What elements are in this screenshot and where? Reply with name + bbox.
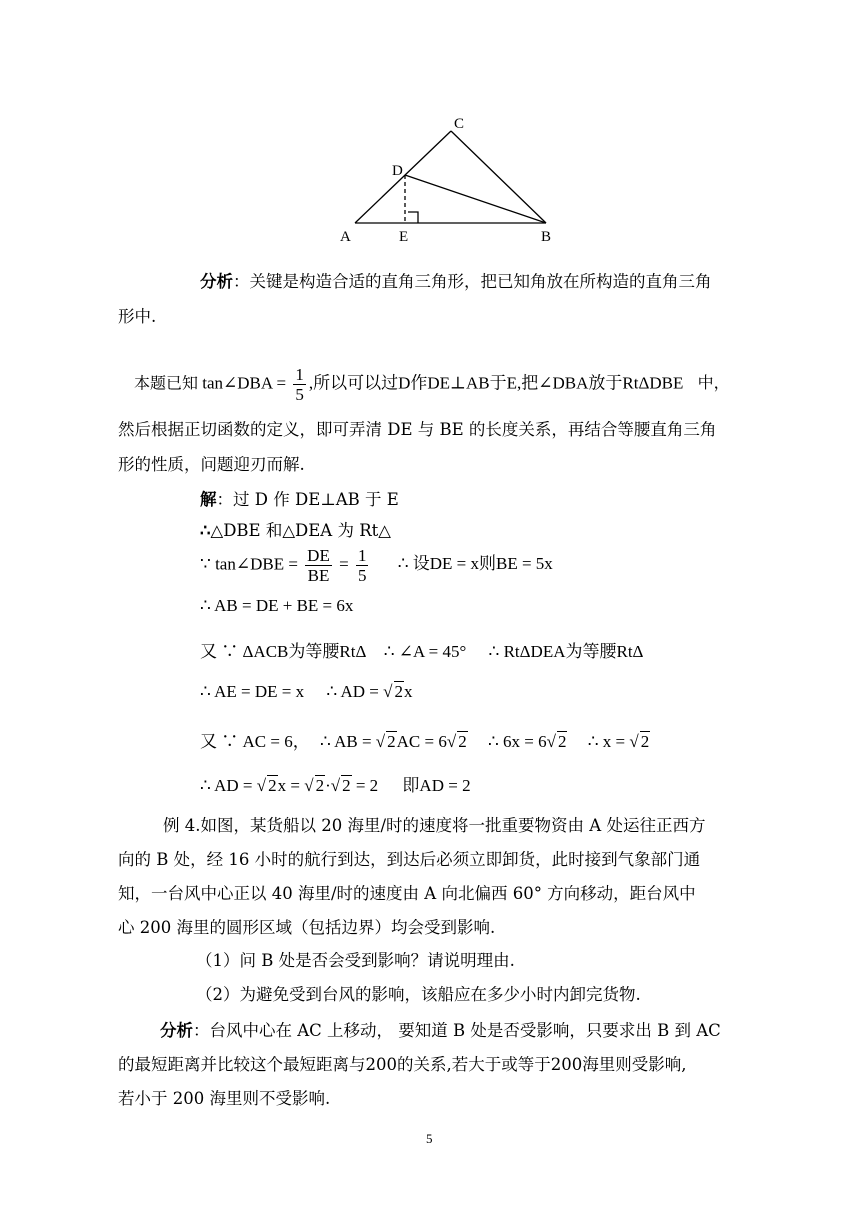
analysis-1-text: 关键是构造合适的直角三角形，把已知角放在所构造的直角三角 [249, 272, 712, 291]
solution-step4: ∴ AB = DE + BE = 6x [200, 596, 354, 615]
right-angle-mark [408, 212, 418, 223]
solution-heading: 解 [200, 490, 217, 509]
intro-line1: 本题已知 tan∠DBA = $\frac{1}{5}$ ,所以可以过D作DE⊥AB于E,把∠DBA放于RtΔDBE 中， [134, 365, 730, 404]
label-e: E [399, 229, 409, 245]
analysis-2-line1: 分析：台风中心在 AC 上移动， 要知道 B 处是否受影响，只要求出 B 到 AC [160, 1021, 721, 1040]
solution-step5: 又 ∵ ΔACB为等腰RtΔ ∴ ∠A = 45° ∴ RtΔDEA为等腰RtΔ [200, 642, 644, 661]
example4-line1: 例 4.如图，某货船以 20 海里/时的速度将一批重要物资由 A 处运往正西方 [163, 816, 706, 835]
intro-line2: 然后根据正切函数的定义，即可弄清 DE 与 BE 的长度关系，再结合等腰直角三角 [118, 420, 717, 439]
triangle-figure [330, 112, 570, 252]
solution-step2: ∴△DBE 和△DEA 为 Rt△ [200, 521, 391, 540]
side-cb [451, 131, 546, 223]
solution-step7: 又 ∵ AC = 6， ∴ AB = √ 2AC = 6√ 2 ∴ 6x = 6√ 2 ∴ x = √ 2 [200, 732, 650, 751]
analysis-2-line3: 若小于 200 海里则不受影响. [118, 1089, 331, 1108]
solution-step3: ∵ tan∠DBE = $\frac{DE}{BE}$ = $\frac{1}{5}$ ∴ 设DE = x则BE = 5x [200, 546, 553, 585]
label-a: A [340, 229, 351, 245]
label-d: D [392, 163, 403, 179]
analysis-1-line2: 形中. [118, 307, 157, 326]
example4-line2: 向的 B 处，经 16 小时的航行到达，到达后必须立即卸货，此时接到气象部门通 [118, 850, 701, 869]
intro-line3: 形的性质，问题迎刃而解. [118, 455, 305, 474]
example4-line4: 心 200 海里的圆形区域（包括边界）均会受到影响. [118, 918, 496, 937]
analysis-2-heading: 分析 [160, 1021, 193, 1040]
page-number: 5 [426, 1131, 433, 1146]
example4-question1: （1）问 B 处是否会受到影响？请说明理由. [196, 951, 515, 970]
fraction-one-fifth: $\frac{1}{5}$ [295, 365, 304, 404]
example4-line3: 知，一台风中心正以 40 海里/时的速度由 A 向北偏西 60° 方向移动，距台风中 [118, 884, 696, 903]
segment-db [405, 175, 546, 223]
solution-step1: 解：过 D 作 DE⊥AB 于 E [200, 490, 399, 509]
analysis-1-line1: 分析：关键是构造合适的直角三角形，把已知角放在所构造的直角三角 [200, 272, 712, 291]
analysis-heading: 分析 [200, 272, 233, 291]
solution-step8: ∴ AD = √ 2x = √ 2·√ 2 = 2 即AD = 2 [200, 776, 471, 795]
analysis-2-line2: 的最短距离并比较这个最短距离与200的关系,若大于或等于200海里则受影响, [118, 1055, 687, 1074]
side-ac [355, 131, 451, 223]
example4-question2: （2）为避免受到台风的影响，该船应在多少小时内卸完货物. [196, 985, 641, 1004]
label-c: C [454, 116, 465, 132]
label-b: B [541, 229, 552, 245]
solution-step6: ∴ AE = DE = x ∴ AD = √ 2x [200, 682, 413, 701]
triangle-diagram [330, 112, 570, 252]
